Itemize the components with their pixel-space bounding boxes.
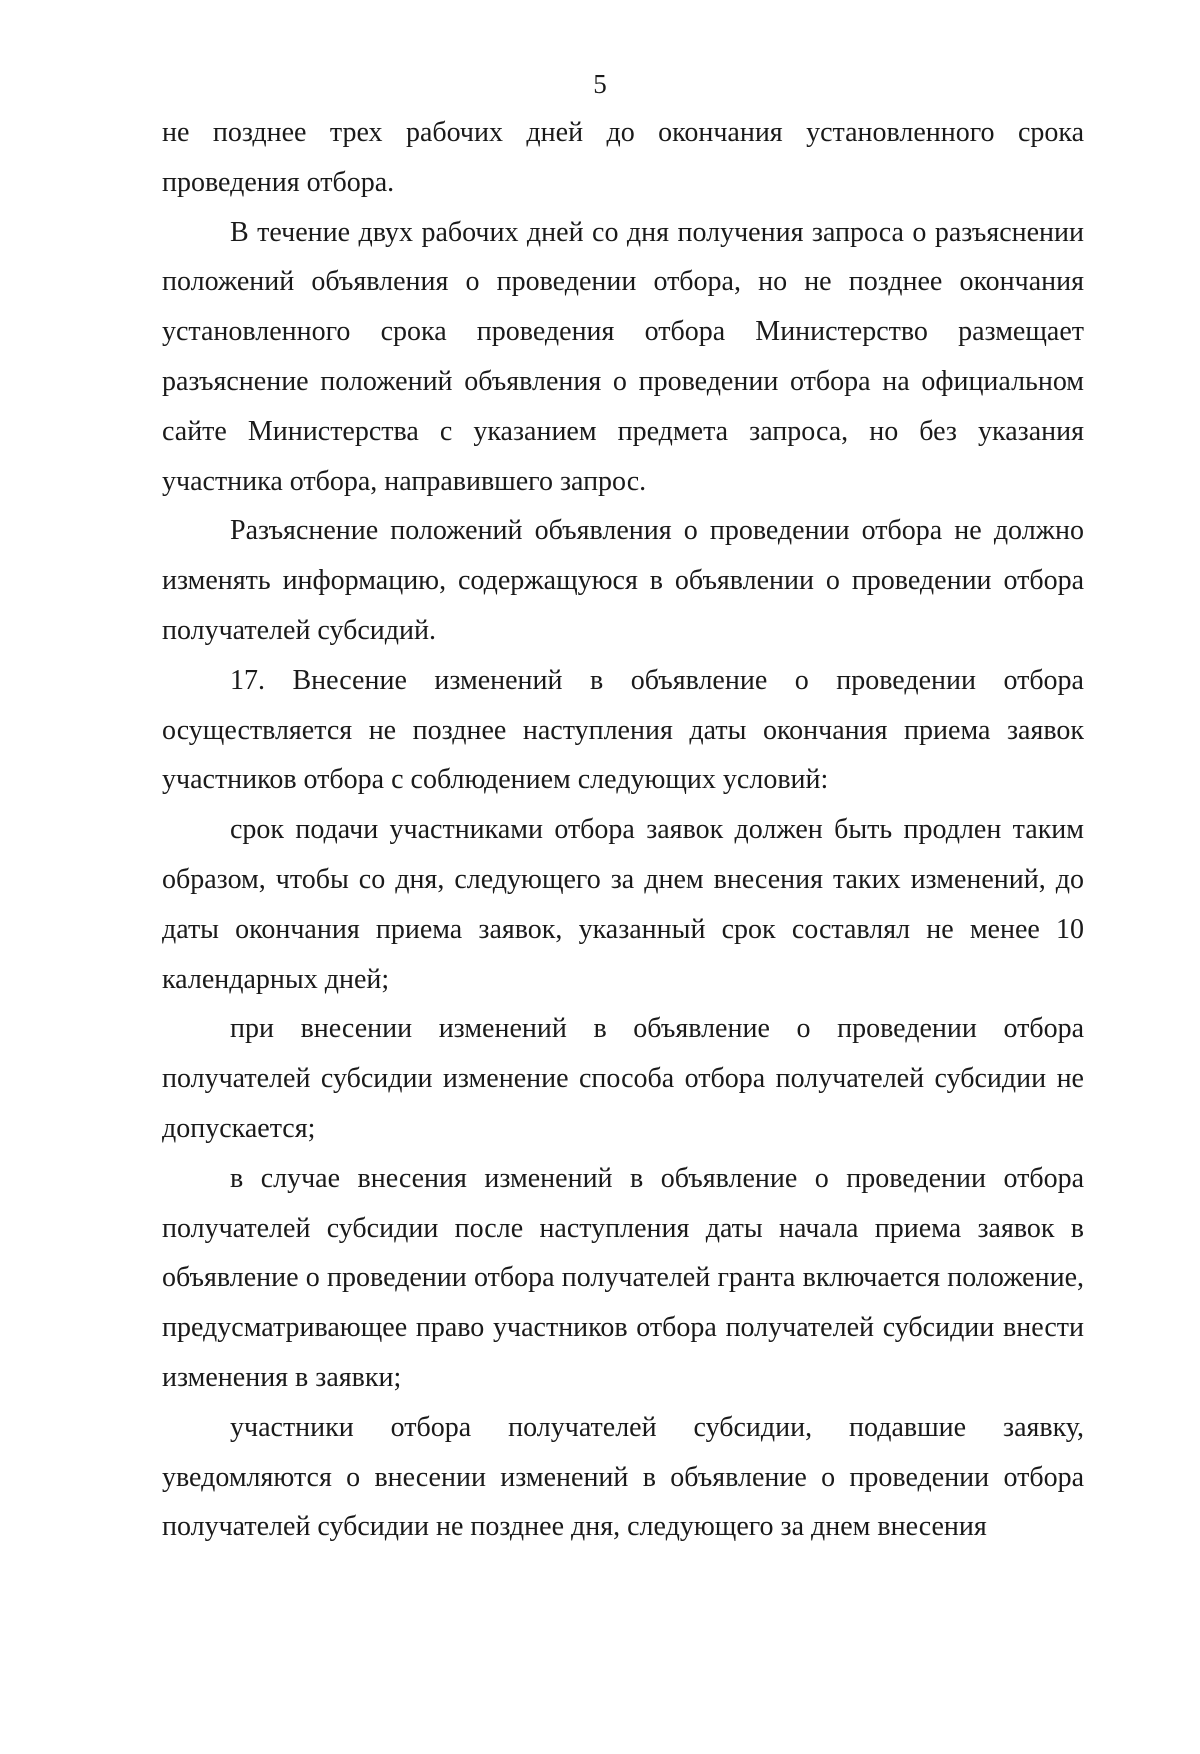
paragraph-section-17: 17. Внесение изменений в объявление о проведении отбора осуществляется не позднее наступления даты окончания приема заявок участников отбора с соблюдением следующих условий:	[162, 664, 1084, 796]
paragraph-condition-amend-applications: в случае внесения изменений в объявление о проведении отбора получателей субсидии после наступления даты начала приема заявок в объявление о проведении отбора получателей гранта включается положение, предусматривающее право участников отбора получателей субсидии внести изменения в заявки;	[162, 1162, 1084, 1393]
paragraph-condition-notification: участники отбора получателей субсидии, подавшие заявку, уведомляются о внесении изменений в объявление о проведении отбора получателей субсидии не позднее дня, следующего за днем внесения	[162, 1411, 1084, 1543]
paragraph-clarification-limits: Разъяснение положений объявления о проведении отбора не должно изменять информацию, содержащуюся в объявлении о проведении отбора получателей субсидий.	[162, 515, 1084, 646]
document-body	[162, 108, 1084, 1552]
paragraph-continuation: не позднее трех рабочих дней до окончания установленного срока проведения отбора.	[162, 117, 1084, 198]
paragraph-condition-deadline-extension: срок подачи участниками отбора заявок должен быть продлен таким образом, чтобы со дня, следующего за днем внесения таких изменений, до даты окончания приема заявок, указанный срок составлял не менее 10 календарных дней;	[162, 814, 1084, 995]
paragraph-condition-method: при внесении изменений в объявление о проведении отбора получателей субсидии изменение способа отбора получателей субсидии не допускается;	[162, 1013, 1084, 1144]
paragraph-clarification-deadline: В течение двух рабочих дней со дня получения запроса о разъяснении положений объявления о проведении отбора, но не позднее окончания установленного срока проведения отбора Министерство размещает разъяснение положений объявления о проведении отбора на официальном сайте Министерства с указанием предмета запроса, но без указания участника отбора, направившего запрос.	[162, 216, 1084, 497]
page-number: 5	[593, 69, 607, 99]
